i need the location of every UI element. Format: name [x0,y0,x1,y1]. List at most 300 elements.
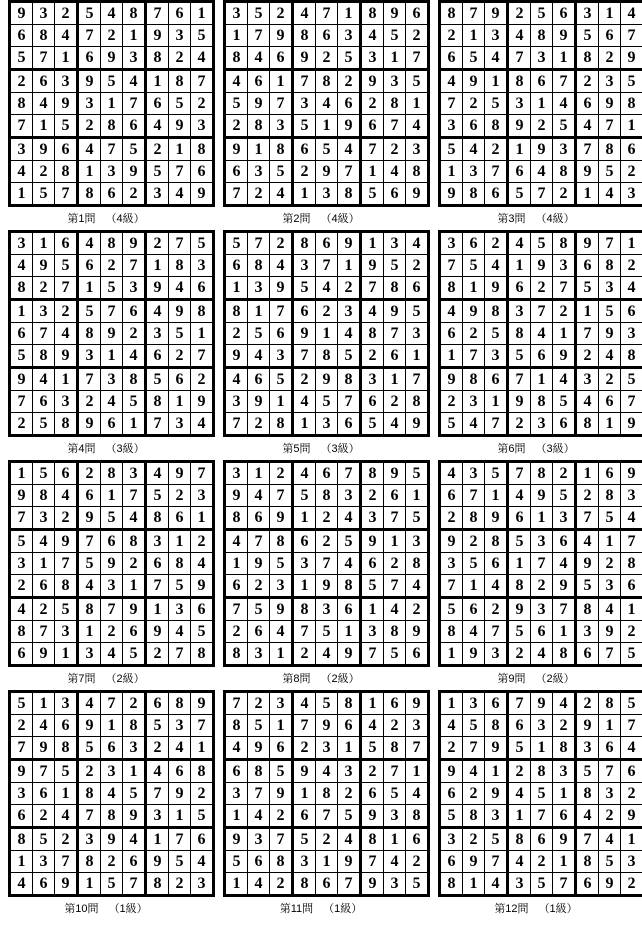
sudoku-cell[interactable]: 6 [440,783,463,805]
sudoku-cell[interactable]: 8 [316,783,338,805]
sudoku-cell[interactable]: 9 [78,715,101,737]
sudoku-cell[interactable]: 3 [406,323,429,345]
sudoku-cell[interactable]: 8 [508,70,531,93]
sudoku-cell[interactable]: 9 [553,25,576,47]
sudoku-cell[interactable]: 5 [248,2,270,25]
sudoku-cell[interactable]: 2 [599,368,621,391]
sudoku-cell[interactable]: 2 [553,715,576,737]
sudoku-cell[interactable]: 8 [191,300,214,323]
sudoku-cell[interactable]: 4 [463,413,485,436]
sudoku-cell[interactable]: 4 [33,715,55,737]
sudoku-cell[interactable]: 8 [33,345,55,368]
sudoku-cell[interactable]: 8 [191,643,214,666]
sudoku-cell[interactable]: 3 [33,507,55,530]
sudoku-cell[interactable]: 5 [225,851,248,873]
sudoku-cell[interactable]: 1 [293,507,316,530]
sudoku-cell[interactable]: 6 [169,760,191,783]
sudoku-cell[interactable]: 7 [169,232,191,255]
sudoku-cell[interactable]: 3 [248,828,270,851]
sudoku-cell[interactable]: 9 [191,391,214,413]
sudoku-cell[interactable]: 9 [338,115,361,138]
sudoku-cell[interactable]: 9 [10,760,33,783]
sudoku-cell[interactable]: 5 [225,232,248,255]
sudoku-cell[interactable]: 7 [101,692,123,715]
sudoku-cell[interactable]: 8 [361,2,384,25]
sudoku-cell[interactable]: 7 [463,2,485,25]
sudoku-cell[interactable]: 5 [191,232,214,255]
sudoku-cell[interactable]: 9 [191,575,214,598]
sudoku-cell[interactable]: 4 [338,138,361,161]
sudoku-cell[interactable]: 8 [78,783,101,805]
sudoku-cell[interactable]: 2 [361,345,384,368]
sudoku-cell[interactable]: 9 [191,692,214,715]
sudoku-cell[interactable]: 8 [146,507,169,530]
sudoku-cell[interactable]: 1 [338,737,361,760]
sudoku-cell[interactable]: 9 [169,300,191,323]
sudoku-cell[interactable]: 2 [55,300,78,323]
sudoku-cell[interactable]: 6 [123,115,146,138]
sudoku-cell[interactable]: 6 [169,2,191,25]
sudoku-cell[interactable]: 2 [101,621,123,643]
sudoku-cell[interactable]: 6 [338,93,361,115]
sudoku-cell[interactable]: 4 [621,507,642,530]
sudoku-cell[interactable]: 4 [508,851,531,873]
sudoku-grid[interactable] [8,460,215,667]
sudoku-cell[interactable]: 4 [146,115,169,138]
sudoku-cell[interactable]: 1 [361,598,384,621]
sudoku-cell[interactable]: 8 [123,368,146,391]
sudoku-cell[interactable]: 4 [316,277,338,300]
sudoku-cell[interactable]: 2 [621,161,642,183]
sudoku-cell[interactable]: 6 [78,255,101,277]
sudoku-cell[interactable]: 1 [531,737,553,760]
sudoku-cell[interactable]: 2 [621,255,642,277]
sudoku-cell[interactable]: 5 [101,873,123,896]
sudoku-cell[interactable]: 7 [485,413,508,436]
sudoku-cell[interactable]: 1 [169,391,191,413]
sudoku-cell[interactable]: 2 [463,93,485,115]
sudoku-cell[interactable]: 7 [146,575,169,598]
sudoku-cell[interactable]: 2 [293,368,316,391]
sudoku-cell[interactable]: 3 [33,300,55,323]
sudoku-cell[interactable]: 5 [406,507,429,530]
sudoku-cell[interactable]: 8 [384,277,406,300]
sudoku-cell[interactable]: 7 [55,183,78,206]
sudoku-cell[interactable]: 6 [406,828,429,851]
sudoku-cell[interactable]: 7 [78,805,101,828]
sudoku-cell[interactable]: 2 [463,828,485,851]
sudoku-cell[interactable]: 3 [316,183,338,206]
sudoku-cell[interactable]: 3 [78,345,101,368]
sudoku-cell[interactable]: 9 [33,643,55,666]
sudoku-cell[interactable]: 5 [599,851,621,873]
sudoku-cell[interactable]: 3 [531,598,553,621]
sudoku-cell[interactable]: 5 [10,692,33,715]
sudoku-cell[interactable]: 9 [146,621,169,643]
sudoku-cell[interactable]: 4 [508,232,531,255]
sudoku-cell[interactable]: 2 [485,138,508,161]
sudoku-cell[interactable]: 7 [270,485,293,507]
sudoku-cell[interactable]: 3 [316,737,338,760]
sudoku-cell[interactable]: 7 [146,2,169,25]
sudoku-cell[interactable]: 1 [384,530,406,553]
sudoku-cell[interactable]: 4 [316,760,338,783]
sudoku-cell[interactable]: 4 [576,391,599,413]
sudoku-cell[interactable]: 2 [191,783,214,805]
sudoku-cell[interactable]: 7 [316,2,338,25]
sudoku-cell[interactable]: 2 [270,462,293,485]
sudoku-cell[interactable]: 5 [384,255,406,277]
sudoku-cell[interactable]: 9 [599,621,621,643]
sudoku-cell[interactable]: 6 [485,692,508,715]
sudoku-cell[interactable]: 8 [508,575,531,598]
sudoku-cell[interactable]: 5 [553,485,576,507]
sudoku-cell[interactable]: 4 [463,138,485,161]
sudoku-cell[interactable]: 5 [270,553,293,575]
sudoku-cell[interactable]: 7 [101,300,123,323]
sudoku-cell[interactable]: 7 [33,47,55,70]
sudoku-cell[interactable]: 3 [531,47,553,70]
sudoku-cell[interactable]: 4 [338,323,361,345]
sudoku-cell[interactable]: 2 [463,530,485,553]
sudoku-cell[interactable]: 6 [316,873,338,896]
sudoku-cell[interactable]: 3 [553,138,576,161]
sudoku-cell[interactable]: 7 [553,598,576,621]
sudoku-cell[interactable]: 7 [78,530,101,553]
sudoku-cell[interactable]: 9 [553,828,576,851]
sudoku-cell[interactable]: 2 [531,115,553,138]
sudoku-cell[interactable]: 1 [225,873,248,896]
sudoku-cell[interactable]: 2 [406,25,429,47]
sudoku-cell[interactable]: 4 [316,643,338,666]
sudoku-cell[interactable]: 2 [508,413,531,436]
sudoku-cell[interactable]: 6 [361,783,384,805]
sudoku-cell[interactable]: 7 [553,873,576,896]
sudoku-cell[interactable]: 5 [316,621,338,643]
sudoku-cell[interactable]: 5 [169,323,191,345]
sudoku-cell[interactable]: 8 [225,47,248,70]
sudoku-cell[interactable]: 4 [146,462,169,485]
sudoku-cell[interactable]: 4 [576,805,599,828]
sudoku-cell[interactable]: 3 [599,575,621,598]
sudoku-cell[interactable]: 4 [225,368,248,391]
sudoku-cell[interactable]: 6 [338,598,361,621]
sudoku-cell[interactable]: 4 [33,368,55,391]
sudoku-cell[interactable]: 3 [463,391,485,413]
sudoku-grid[interactable] [438,460,642,667]
sudoku-cell[interactable]: 3 [123,737,146,760]
sudoku-cell[interactable]: 3 [361,47,384,70]
sudoku-cell[interactable]: 2 [440,507,463,530]
sudoku-cell[interactable]: 8 [531,760,553,783]
sudoku-cell[interactable]: 9 [10,2,33,25]
sudoku-cell[interactable]: 6 [440,851,463,873]
sudoku-cell[interactable]: 2 [384,553,406,575]
sudoku-cell[interactable]: 2 [248,413,270,436]
sudoku-cell[interactable]: 5 [146,368,169,391]
sudoku-cell[interactable]: 4 [553,93,576,115]
sudoku-cell[interactable]: 4 [191,413,214,436]
sudoku-cell[interactable]: 6 [123,621,146,643]
sudoku-cell[interactable]: 5 [146,485,169,507]
sudoku-cell[interactable]: 5 [463,255,485,277]
sudoku-cell[interactable]: 9 [508,598,531,621]
sudoku-cell[interactable]: 1 [169,805,191,828]
sudoku-cell[interactable]: 2 [101,25,123,47]
sudoku-cell[interactable]: 1 [55,783,78,805]
sudoku-cell[interactable]: 8 [191,760,214,783]
sudoku-cell[interactable]: 2 [191,93,214,115]
sudoku-cell[interactable]: 5 [440,413,463,436]
sudoku-cell[interactable]: 5 [169,851,191,873]
sudoku-cell[interactable]: 2 [146,232,169,255]
sudoku-cell[interactable]: 5 [123,643,146,666]
sudoku-cell[interactable]: 4 [123,507,146,530]
sudoku-cell[interactable]: 9 [485,737,508,760]
sudoku-cell[interactable]: 4 [123,828,146,851]
sudoku-cell[interactable]: 4 [55,323,78,345]
sudoku-cell[interactable]: 6 [101,530,123,553]
sudoku-cell[interactable]: 4 [191,851,214,873]
sudoku-grid[interactable] [8,230,215,437]
sudoku-cell[interactable]: 6 [440,485,463,507]
sudoku-cell[interactable]: 3 [440,232,463,255]
sudoku-cell[interactable]: 6 [33,783,55,805]
sudoku-cell[interactable]: 1 [191,737,214,760]
sudoku-cell[interactable]: 3 [10,138,33,161]
sudoku-cell[interactable]: 8 [361,462,384,485]
sudoku-cell[interactable]: 7 [621,715,642,737]
sudoku-cell[interactable]: 4 [599,598,621,621]
sudoku-cell[interactable]: 6 [293,300,316,323]
sudoku-cell[interactable]: 8 [463,507,485,530]
sudoku-cell[interactable]: 3 [123,47,146,70]
sudoku-cell[interactable]: 5 [78,300,101,323]
sudoku-cell[interactable]: 8 [440,621,463,643]
sudoku-cell[interactable]: 3 [508,93,531,115]
sudoku-cell[interactable]: 5 [316,138,338,161]
sudoku-cell[interactable]: 5 [33,413,55,436]
sudoku-cell[interactable]: 1 [531,507,553,530]
sudoku-cell[interactable]: 3 [440,115,463,138]
sudoku-cell[interactable]: 5 [576,575,599,598]
sudoku-cell[interactable]: 1 [576,462,599,485]
sudoku-cell[interactable]: 8 [621,553,642,575]
sudoku-cell[interactable]: 1 [463,873,485,896]
sudoku-cell[interactable]: 8 [248,760,270,783]
sudoku-cell[interactable]: 2 [553,462,576,485]
sudoku-cell[interactable]: 3 [485,25,508,47]
sudoku-cell[interactable]: 3 [361,368,384,391]
sudoku-cell[interactable]: 5 [508,737,531,760]
sudoku-cell[interactable]: 8 [225,507,248,530]
sudoku-cell[interactable]: 7 [10,737,33,760]
sudoku-cell[interactable]: 5 [361,737,384,760]
sudoku-cell[interactable]: 8 [270,530,293,553]
sudoku-cell[interactable]: 9 [621,413,642,436]
sudoku-cell[interactable]: 6 [338,413,361,436]
sudoku-cell[interactable]: 1 [123,575,146,598]
sudoku-cell[interactable]: 7 [169,643,191,666]
sudoku-cell[interactable]: 4 [463,621,485,643]
sudoku-cell[interactable]: 1 [169,530,191,553]
sudoku-cell[interactable]: 8 [406,391,429,413]
sudoku-cell[interactable]: 3 [384,232,406,255]
sudoku-cell[interactable]: 2 [169,47,191,70]
sudoku-cell[interactable]: 1 [33,692,55,715]
sudoku-cell[interactable]: 1 [169,138,191,161]
sudoku-cell[interactable]: 8 [463,805,485,828]
sudoku-cell[interactable]: 3 [463,161,485,183]
sudoku-cell[interactable]: 4 [55,805,78,828]
sudoku-cell[interactable]: 3 [123,277,146,300]
sudoku-cell[interactable]: 3 [270,692,293,715]
sudoku-cell[interactable]: 9 [146,851,169,873]
sudoku-cell[interactable]: 3 [485,805,508,828]
sudoku-cell[interactable]: 5 [531,873,553,896]
sudoku-cell[interactable]: 1 [101,485,123,507]
sudoku-cell[interactable]: 5 [508,183,531,206]
sudoku-cell[interactable]: 4 [169,277,191,300]
sudoku-cell[interactable]: 1 [123,25,146,47]
sudoku-cell[interactable]: 5 [101,70,123,93]
sudoku-cell[interactable]: 9 [78,507,101,530]
sudoku-cell[interactable]: 6 [33,391,55,413]
sudoku-cell[interactable]: 3 [10,232,33,255]
sudoku-cell[interactable]: 2 [78,391,101,413]
sudoku-cell[interactable]: 4 [384,161,406,183]
sudoku-cell[interactable]: 6 [316,462,338,485]
sudoku-cell[interactable]: 7 [169,828,191,851]
sudoku-cell[interactable]: 1 [225,25,248,47]
sudoku-cell[interactable]: 8 [169,553,191,575]
sudoku-cell[interactable]: 5 [316,391,338,413]
sudoku-cell[interactable]: 8 [531,25,553,47]
sudoku-cell[interactable]: 2 [33,805,55,828]
sudoku-cell[interactable]: 2 [78,115,101,138]
sudoku-cell[interactable]: 2 [123,183,146,206]
sudoku-cell[interactable]: 3 [55,621,78,643]
sudoku-cell[interactable]: 7 [621,391,642,413]
sudoku-cell[interactable]: 1 [225,805,248,828]
sudoku-cell[interactable]: 1 [463,25,485,47]
sudoku-cell[interactable]: 3 [78,93,101,115]
sudoku-cell[interactable]: 2 [485,232,508,255]
sudoku-cell[interactable]: 3 [406,138,429,161]
sudoku-cell[interactable]: 7 [270,828,293,851]
sudoku-cell[interactable]: 2 [463,783,485,805]
sudoku-cell[interactable]: 3 [169,598,191,621]
sudoku-cell[interactable]: 5 [406,70,429,93]
sudoku-cell[interactable]: 8 [78,598,101,621]
sudoku-cell[interactable]: 7 [225,183,248,206]
sudoku-cell[interactable]: 8 [146,391,169,413]
sudoku-cell[interactable]: 3 [146,323,169,345]
sudoku-cell[interactable]: 1 [248,300,270,323]
sudoku-cell[interactable]: 6 [293,530,316,553]
sudoku-cell[interactable]: 8 [293,598,316,621]
sudoku-cell[interactable]: 9 [55,530,78,553]
sudoku-cell[interactable]: 7 [508,47,531,70]
sudoku-cell[interactable]: 1 [599,715,621,737]
sudoku-cell[interactable]: 4 [270,621,293,643]
sudoku-cell[interactable]: 8 [225,715,248,737]
sudoku-cell[interactable]: 9 [316,161,338,183]
sudoku-cell[interactable]: 1 [599,2,621,25]
sudoku-cell[interactable]: 7 [293,345,316,368]
sudoku-cell[interactable]: 9 [463,300,485,323]
sudoku-cell[interactable]: 4 [599,183,621,206]
sudoku-cell[interactable]: 8 [531,462,553,485]
sudoku-cell[interactable]: 1 [621,828,642,851]
sudoku-cell[interactable]: 5 [621,368,642,391]
sudoku-cell[interactable]: 8 [55,575,78,598]
sudoku-cell[interactable]: 9 [225,485,248,507]
sudoku-grid[interactable] [223,460,430,667]
sudoku-cell[interactable]: 3 [169,715,191,737]
sudoku-cell[interactable]: 8 [78,851,101,873]
sudoku-cell[interactable]: 6 [33,873,55,896]
sudoku-cell[interactable]: 1 [248,462,270,485]
sudoku-cell[interactable]: 7 [33,621,55,643]
sudoku-cell[interactable]: 8 [440,2,463,25]
sudoku-cell[interactable]: 7 [316,805,338,828]
sudoku-cell[interactable]: 2 [384,391,406,413]
sudoku-cell[interactable]: 4 [146,300,169,323]
sudoku-cell[interactable]: 3 [101,368,123,391]
sudoku-cell[interactable]: 3 [361,621,384,643]
sudoku-cell[interactable]: 7 [599,232,621,255]
sudoku-cell[interactable]: 8 [101,462,123,485]
sudoku-cell[interactable]: 7 [485,851,508,873]
sudoku-cell[interactable]: 6 [463,232,485,255]
sudoku-cell[interactable]: 8 [101,805,123,828]
sudoku-cell[interactable]: 2 [10,70,33,93]
sudoku-cell[interactable]: 5 [101,277,123,300]
sudoku-cell[interactable]: 3 [55,391,78,413]
sudoku-cell[interactable]: 4 [293,391,316,413]
sudoku-cell[interactable]: 2 [621,621,642,643]
sudoku-cell[interactable]: 7 [55,553,78,575]
sudoku-cell[interactable]: 4 [463,760,485,783]
sudoku-cell[interactable]: 4 [191,553,214,575]
sudoku-cell[interactable]: 7 [78,25,101,47]
sudoku-cell[interactable]: 5 [361,183,384,206]
sudoku-cell[interactable]: 4 [10,161,33,183]
sudoku-cell[interactable]: 6 [270,737,293,760]
sudoku-cell[interactable]: 3 [293,93,316,115]
sudoku-cell[interactable]: 8 [553,232,576,255]
sudoku-cell[interactable]: 6 [169,507,191,530]
sudoku-cell[interactable]: 1 [78,621,101,643]
sudoku-cell[interactable]: 3 [576,368,599,391]
sudoku-cell[interactable]: 3 [440,828,463,851]
sudoku-cell[interactable]: 4 [293,692,316,715]
sudoku-cell[interactable]: 4 [576,115,599,138]
sudoku-cell[interactable]: 1 [553,323,576,345]
sudoku-cell[interactable]: 1 [293,783,316,805]
sudoku-cell[interactable]: 1 [621,115,642,138]
sudoku-cell[interactable]: 2 [440,737,463,760]
sudoku-cell[interactable]: 6 [123,851,146,873]
sudoku-cell[interactable]: 9 [508,391,531,413]
sudoku-cell[interactable]: 6 [553,413,576,436]
sudoku-cell[interactable]: 9 [225,345,248,368]
sudoku-cell[interactable]: 5 [576,25,599,47]
sudoku-cell[interactable]: 1 [485,391,508,413]
sudoku-cell[interactable]: 6 [621,300,642,323]
sudoku-cell[interactable]: 9 [361,873,384,896]
